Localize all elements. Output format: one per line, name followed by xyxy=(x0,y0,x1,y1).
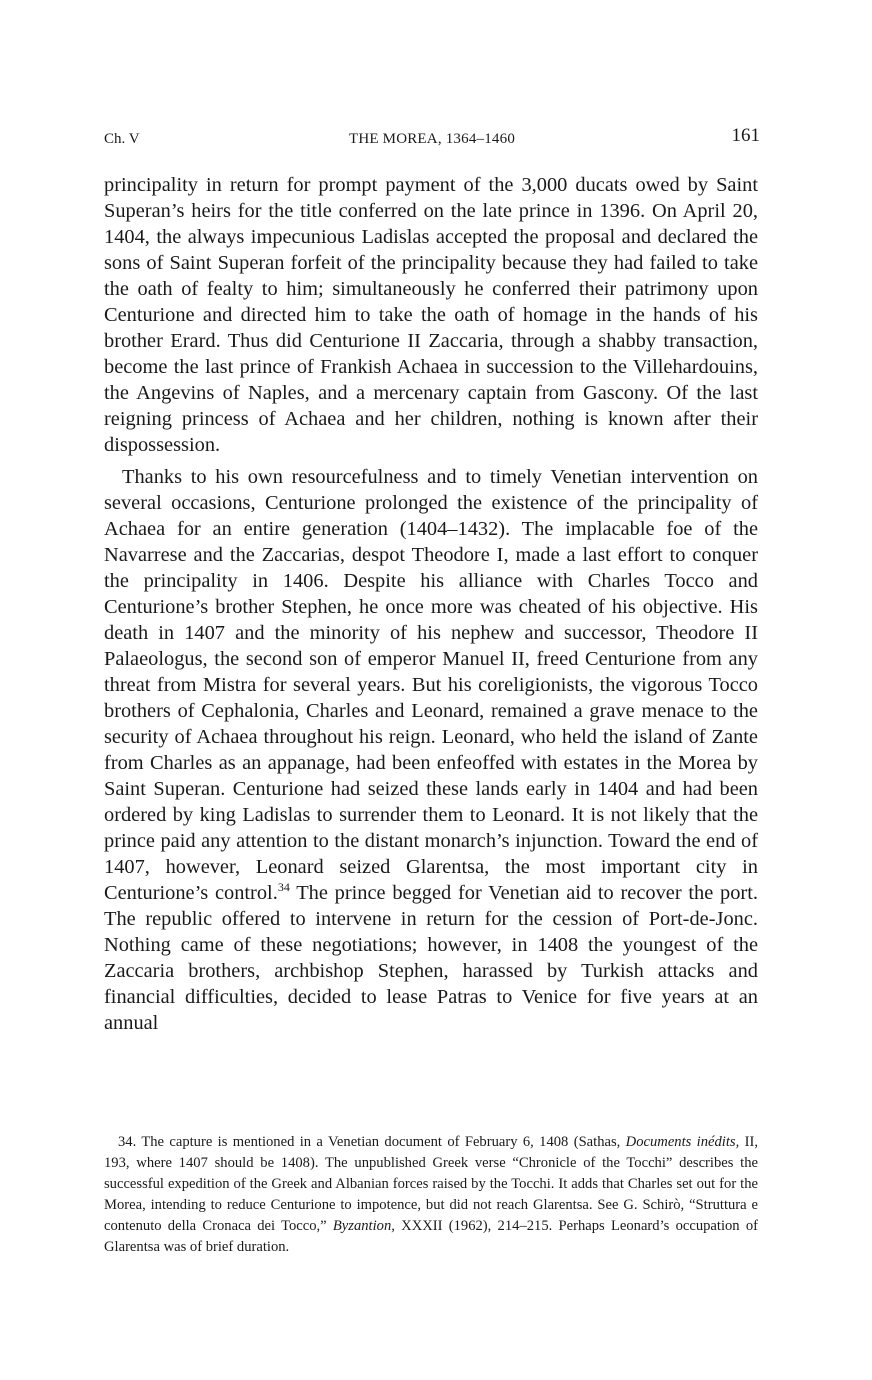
footnote-34 xyxy=(104,1132,758,1258)
paragraph-2 xyxy=(104,464,758,1036)
footnote-italic-title-1: Documents inédits, xyxy=(625,1134,740,1150)
footnote-text-1: 34. The capture is mentioned in a Venetian document of February 6, 1408 (Sathas, xyxy=(118,1134,626,1150)
footnote-reference: 34 xyxy=(277,880,290,895)
paragraph-2-part-a: Thanks to his own resourcefulness and to timely Venetian intervention on several occasions, Centurione prolonged the existence of the principality of Achaea for an entire generation (1404–1432). The implacable foe of the Navarrese and the Zaccarias, despot Theodore I, made a last effort to conquer the principality in 1406. Despite his alliance with Charles Tocco and Centurione’s brother Stephen, he once more was cheated of his objective. His death in 1407 and the minority of his nephew and successor, Theodore II Palaeologus, the second son of emperor Manuel II, freed Centurione from any threat from Mistra for several years. But his coreligionists, the vigorous Tocco brothers of Cephalonia, Charles and Leonard, remained a grave menace to the security of Achaea throughout his reign. Leonard, who held the island of Zante from Charles as an appanage, had been enfeoffed with estates in the Morea by Saint Superan. Centurione had seized these lands early in 1404 and had been ordered by king Ladislas to surrender them to Leonard. It is not likely that the prince paid any attention to the distant monarch’s injunction. Toward the end of 1407, however, Leonard seized Glarentsa, the most important city in Centurione’s control. xyxy=(104,466,758,904)
page-number: 161 xyxy=(731,125,760,146)
chapter-label: Ch. V xyxy=(104,131,140,147)
main-text xyxy=(104,172,758,1036)
running-header xyxy=(104,125,760,150)
footnote-italic-title-2: Byzantion, xyxy=(332,1218,395,1234)
paragraph-2-part-b: The prince begged for Venetian aid to recover the port. The republic offered to intervene in return for the cession of Port-de-Jonc. Nothing came of these negotiations; however, in 1408 the youngest of the Zaccaria brothers, archbishop Stephen, harassed by Turkish attacks and financial difficulties, decided to lease Patras to Venice for five years at an annual xyxy=(104,882,758,1034)
footnote-text-2: II, 193, where 1407 should be 1408). The unpublished Greek verse “Chronicle of the Tocchi” describes the successful expedition of the Greek and Albanian forces raised by the Tocchi. It adds that Charles set out for the Morea, intending to reduce Centurione to impotence, but did not reach Glarentsa. See G. Schirò, “Struttura e contenuto della Cronaca dei Tocco,” xyxy=(104,1134,758,1234)
running-title: THE MOREA, 1364–1460 xyxy=(348,131,516,147)
footnotes xyxy=(104,1132,758,1258)
paragraph-1: principality in return for prompt payment of the 3,000 ducats owed by Saint Superan’s heirs for the title conferred on the late prince in 1396. On April 20, 1404, the always impecunious Ladislas accepted the proposal and declared the sons of Saint Superan forfeit of the principality because they had failed to take the oath of fealty to him; simultaneously he conferred their patrimony upon Centurione and directed him to take the oath of homage in the hands of his brother Erard. Thus did Centurione II Zaccaria, through a shabby transaction, become the last prince of Frankish Achaea in succession to the Villehardouins, the Angevins of Naples, and a mercenary captain from Gascony. Of the last reigning princess of Achaea and her children, nothing is known after their dispossession. xyxy=(104,174,758,456)
footnote-text-3: XXXII (1962), 214–215. Perhaps Leonard’s occupation of Glarentsa was of brief duration. xyxy=(104,1218,758,1255)
